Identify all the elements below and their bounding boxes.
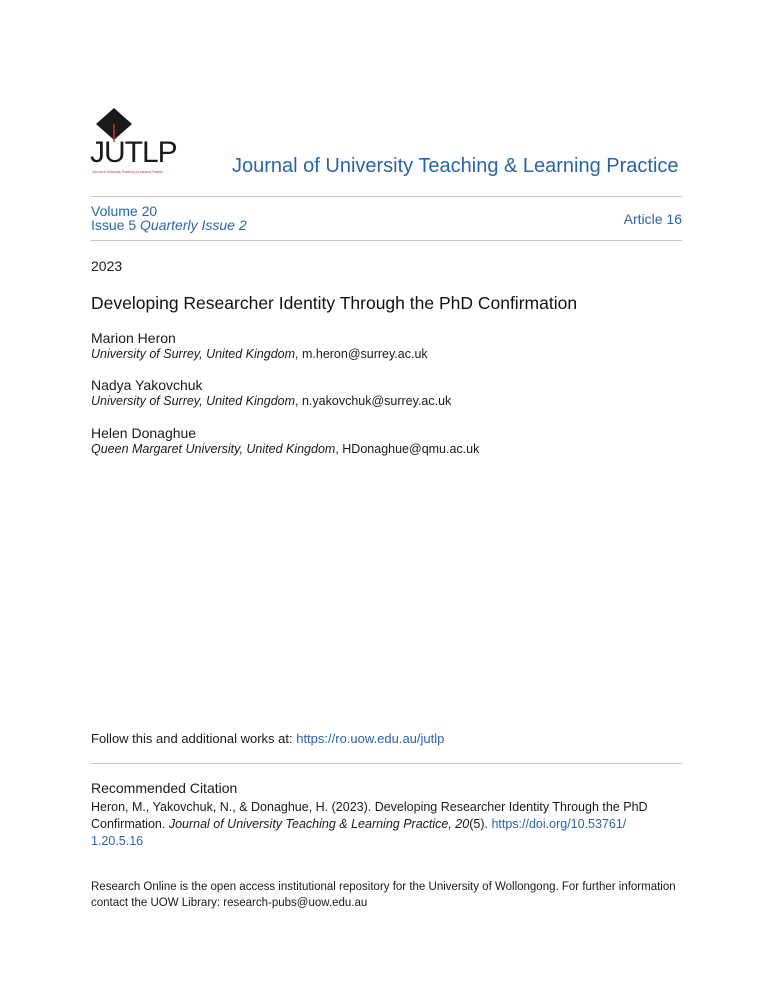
citation-issue: (5). bbox=[469, 817, 492, 831]
author-affiliation: University of Surrey, United Kingdom, m.heron@surrey.ac.uk bbox=[91, 347, 428, 361]
paper-title: Developing Researcher Identity Through the PhD Confirmation bbox=[91, 293, 578, 313]
volume-link[interactable]: Volume 20 bbox=[91, 203, 158, 219]
follow-text: Follow this and additional works at: bbox=[91, 731, 297, 746]
affiliation-institution: University of Surrey, United Kingdom bbox=[91, 347, 296, 361]
affiliation-institution: University of Surrey, United Kingdom bbox=[91, 394, 296, 408]
doi-link-part2: 1.20.5.16 bbox=[91, 834, 144, 848]
affiliation-institution: Queen Margaret University, United Kingdom bbox=[91, 442, 336, 456]
publication-year: 2023 bbox=[91, 258, 123, 274]
jutlp-logo bbox=[88, 104, 177, 178]
divider-issue bbox=[91, 240, 682, 241]
author-affiliation: University of Surrey, United Kingdom, n.yakovchuk@surrey.ac.uk bbox=[91, 394, 452, 408]
citation-authors-title: Heron, M., Yakovchuk, N., & Donaghue, H. (2023). Developing Researcher Identity Through the PhD Confirmation. bbox=[91, 800, 648, 831]
author-email: n.yakovchuk@surrey.ac.uk bbox=[301, 394, 452, 408]
author-email: m.heron@surrey.ac.uk bbox=[301, 347, 428, 361]
doi-link-part1: https://doi.org/10.53761/ bbox=[491, 817, 627, 831]
follow-line bbox=[91, 731, 444, 746]
footer-note: Research Online is the open access institutional repository for the University of Wollongong. For further information contact the UOW Library: research-pubs@uow.edu.au bbox=[91, 881, 676, 909]
jutlp-url-link[interactable]: https://ro.uow.edu.au/jutlp bbox=[296, 731, 445, 746]
author-name: Nadya Yakovchuk bbox=[91, 377, 203, 393]
citation-text bbox=[91, 799, 651, 850]
divider-top bbox=[91, 196, 682, 197]
divider-citation bbox=[91, 763, 682, 764]
issue-link[interactable] bbox=[91, 218, 247, 233]
author-name: Marion Heron bbox=[91, 330, 176, 346]
journal-title-link[interactable]: Journal of University Teaching & Learning Practice bbox=[232, 155, 679, 177]
logo-subtext: Journal of University Teaching & Learning Practice bbox=[92, 170, 164, 174]
issue-number: Issue 5 bbox=[91, 217, 137, 233]
citation-heading: Recommended Citation bbox=[91, 780, 238, 796]
logo-text: JUTLP bbox=[90, 136, 177, 169]
author-affiliation: Queen Margaret University, United Kingdom, HDonaghue@qmu.ac.uk bbox=[91, 442, 480, 456]
article-number-link[interactable]: Article 16 bbox=[623, 211, 682, 227]
citation-journal: Journal of University Teaching & Learning Practice, 20 bbox=[168, 817, 470, 831]
author-name: Helen Donaghue bbox=[91, 425, 197, 441]
issue-name: Quarterly Issue 2 bbox=[140, 217, 247, 233]
author-email: HDonaghue@qmu.ac.uk bbox=[342, 442, 480, 456]
